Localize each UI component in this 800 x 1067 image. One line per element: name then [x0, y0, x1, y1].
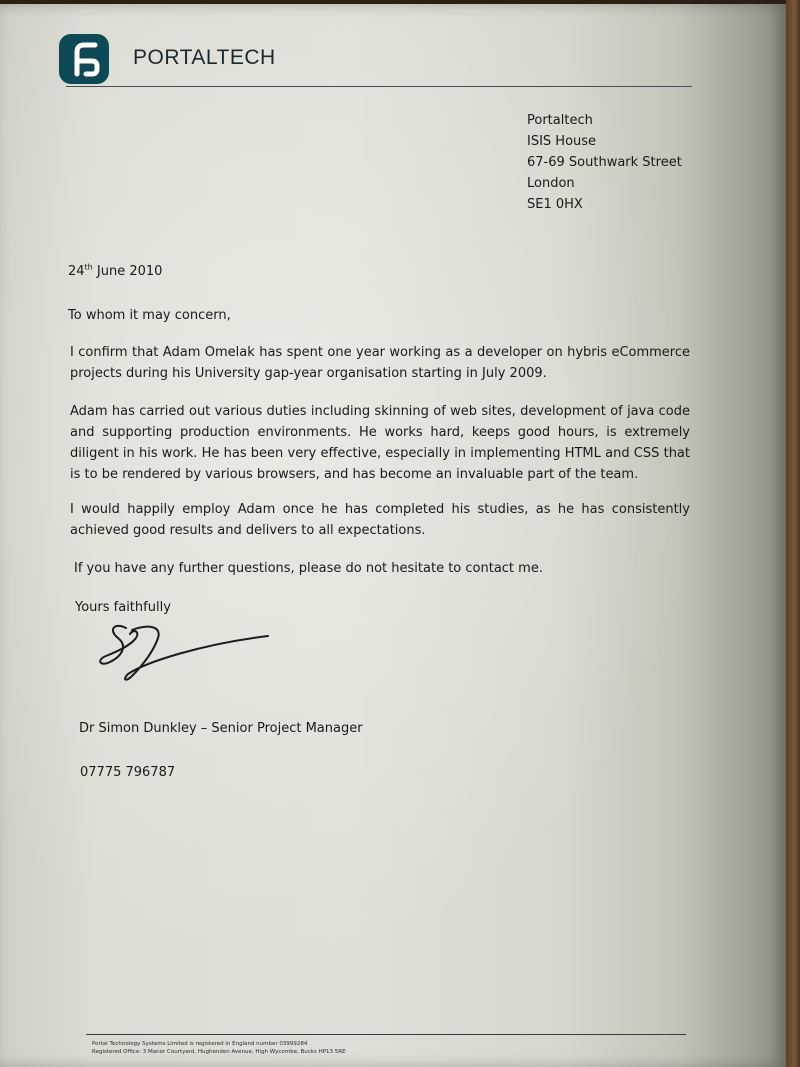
- address-line: Portaltech: [527, 113, 593, 128]
- body-paragraph: Adam has carried out various duties including skinning of web sites, development of java code and supporting production environments. He works hard, keeps good hours, is extremely diligent in his work. He has been very effective, especially in implementing HTML and CSS that is to be rendered by various browsers, and has become an invaluable part of the team.: [70, 404, 690, 482]
- handwritten-signature-icon: [92, 616, 272, 691]
- closing: Yours faithfully: [75, 600, 171, 615]
- address-line: London: [527, 176, 575, 191]
- footer-line: Portal Technology Systems Limited is registered in England number 03999284: [92, 1041, 308, 1047]
- date-month-year: June 2010: [92, 264, 163, 279]
- address-line: ISIS House: [527, 134, 597, 149]
- brand-name: PORTALTECH: [133, 46, 276, 69]
- footer-line: Registered Office: 3 Manor Courtyard, Hughenden Avenue, High Wycombe, Bucks HP13 5RE: [92, 1049, 346, 1055]
- background-right-edge: [786, 0, 800, 1067]
- signer-phone: 07775 796787: [80, 765, 176, 780]
- portaltech-logo-icon: [59, 34, 109, 84]
- sender-address: [527, 110, 682, 215]
- address-line: SE1 0HX: [527, 197, 583, 212]
- footer-registration: [92, 1040, 346, 1056]
- footer-divider: [86, 1034, 686, 1035]
- body-paragraph: I confirm that Adam Omelak has spent one year working as a developer on hybris eCommerce projects during his University gap-year organisation starting in July 2009.: [70, 345, 690, 381]
- salutation: To whom it may concern,: [68, 308, 231, 323]
- body-paragraph: I would happily employ Adam once he has completed his studies, as he has consistently achieved good results and delivers to all expectations.: [70, 502, 690, 538]
- body-paragraph: If you have any further questions, please do not hesitate to contact me.: [74, 561, 543, 576]
- letter-page: [0, 4, 786, 1067]
- date-day: 24: [68, 264, 85, 279]
- date-suffix: th: [84, 262, 93, 272]
- letter-date: [68, 261, 162, 282]
- address-line: 67-69 Southwark Street: [527, 155, 682, 170]
- signer-name-title: Dr Simon Dunkley – Senior Project Manager: [79, 721, 363, 736]
- header-divider: [66, 86, 692, 87]
